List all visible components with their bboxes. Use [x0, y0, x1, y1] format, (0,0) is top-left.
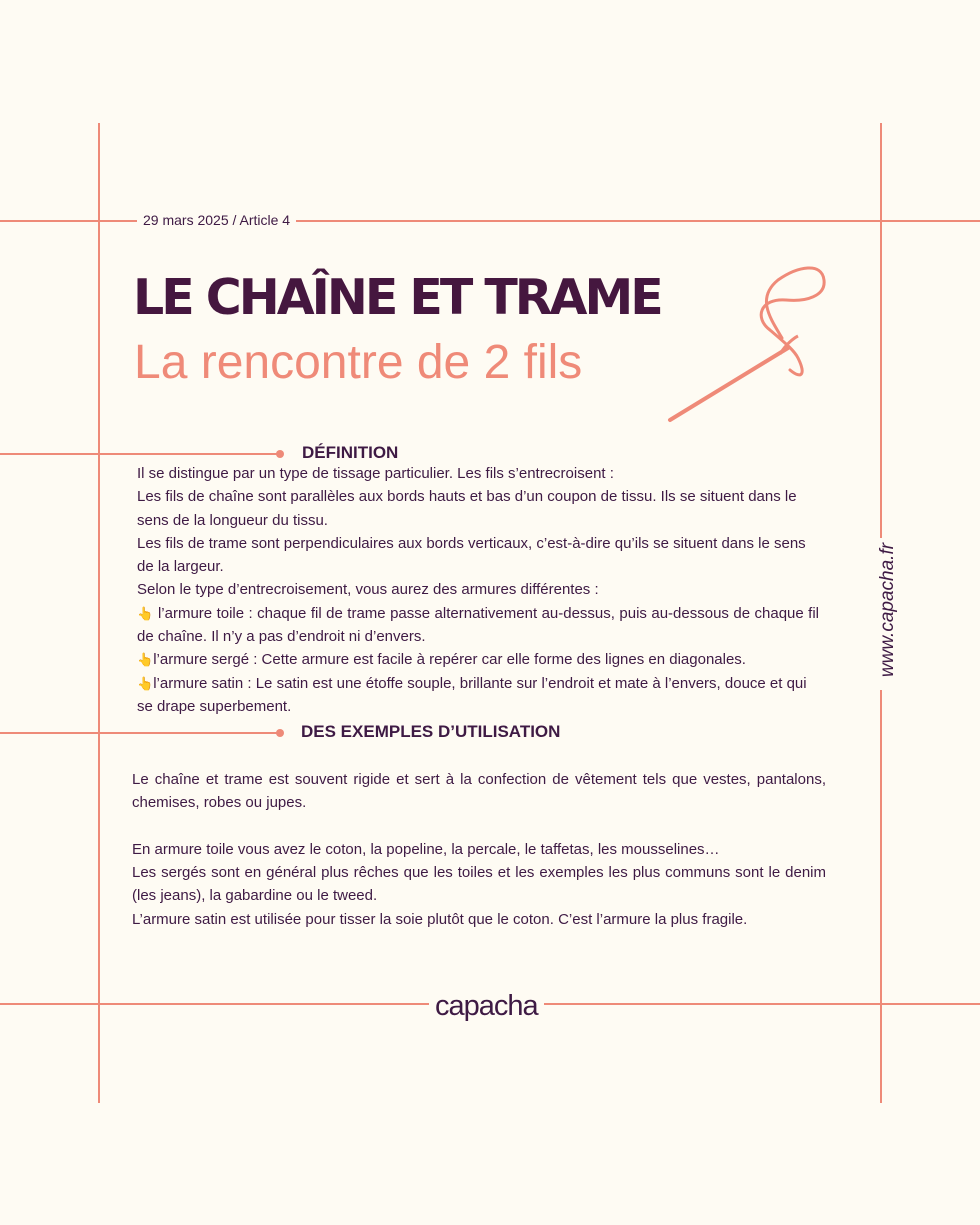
bullet-item: [137, 602, 819, 649]
bullet-text: l’armure satin : Le satin est une étoffe souple, brillante sur l’endroit et mate à l’envers, douce et qui se drape superbement.: [137, 674, 807, 715]
bullet-text: l’armure toile : chaque fil de trame passe alternativement au-dessus, puis au-dessous de chaque fil de chaîne. Il n’y a pas d’endroit ni d’envers.: [137, 604, 820, 646]
definition-heading: DÉFINITION: [302, 443, 399, 462]
frame-right-line: [880, 123, 882, 538]
definition-body: [137, 462, 819, 718]
examples-heading: DES EXEMPLES D’UTILISATION: [301, 722, 561, 741]
examples-body: [132, 768, 826, 931]
definition-line: Les fils de trame sont perpendiculaires aux bords verticaux, c’est-à-dire qu’ils se situent dans le sens de la largeur.: [137, 534, 806, 576]
frame-left-line: [98, 123, 100, 1103]
article-date: 29 mars 2025 / Article 4: [137, 212, 296, 228]
side-website-url: www.capacha.fr: [877, 542, 898, 678]
definition-rule-dot: [276, 450, 284, 458]
examples-paragraph: Le chaîne et trame est souvent rigide et sert à la confection de vêtement tels que vestes, pantalons, chemises, robes ou jupes.: [132, 771, 826, 812]
examples-line: Les sergés sont en général plus rêches que les toiles et les exemples les plus communs sont le denim (les jeans), la gabardine ou le tweed.: [132, 864, 826, 905]
pointing-hand-icon: 👆: [137, 675, 154, 691]
page-subtitle: La rencontre de 2 fils: [134, 336, 583, 389]
needle-and-thread-icon: [660, 258, 840, 428]
pointing-hand-icon: 👆: [137, 605, 154, 621]
page-title: LE CHAÎNE ET TRAME: [133, 269, 661, 326]
definition-rule: [0, 453, 278, 455]
brand-logo: capacha: [429, 986, 544, 1026]
bullet-item: [137, 672, 819, 719]
examples-line: En armure toile vous avez le coton, la popeline, la percale, le taffetas, les mousselines…: [132, 840, 720, 858]
definition-line: Les fils de chaîne sont parallèles aux bords hauts et bas d’un coupon de tissu. Ils se situent dans le sens de la longueur du tissu.: [137, 488, 797, 529]
examples-rule: [0, 732, 278, 734]
examples-line: L’armure satin est utilisée pour tisser la soie plutôt que le coton. C’est l’armure la plus fragile.: [132, 910, 748, 928]
frame-right-line-lower: [880, 690, 882, 1103]
examples-rule-dot: [276, 729, 284, 737]
paragraph-spacer: [132, 815, 826, 838]
bullet-item: [137, 648, 819, 671]
definition-line: Il se distingue par un type de tissage particulier. Les fils s’entrecroisent :: [137, 465, 614, 482]
bullet-text: l’armure sergé : Cette armure est facile à repérer car elle forme des lignes en diagonales.: [153, 651, 746, 669]
definition-line: Selon le type d’entrecroisement, vous aurez des armures différentes :: [137, 581, 599, 599]
pointing-hand-icon: 👆: [137, 652, 154, 668]
